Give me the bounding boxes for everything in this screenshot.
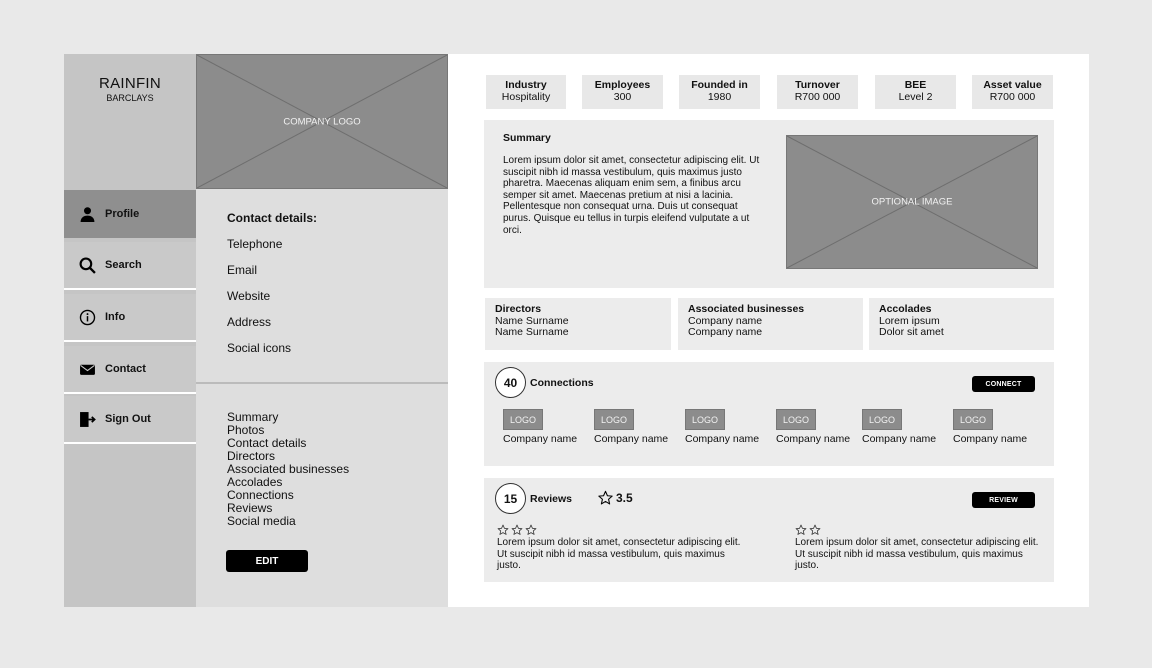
contact-social-icons[interactable]: Social icons xyxy=(227,341,292,355)
stat-value: R700 000 xyxy=(989,91,1036,103)
connection-company[interactable] xyxy=(685,409,770,445)
reviews-label: Reviews xyxy=(530,493,573,505)
sidebar-item-label: Info xyxy=(105,311,126,323)
summary-text: Lorem ipsum dolor sit amet, consectetur adipiscing elit. Ut suscipit nibh id massa vestibulum, quis maximus justo pharetra. Maecenas aliquam enim sem, a finibus arcu semper sit amet. Maecenas pretium at nisi a lacinia. Pellentesque non consequat urna. Duis ut consequat purus. Quisque eu tellus in turpis eleifend vulputate a ut orci. xyxy=(503,155,760,236)
reviews-rating: 3.5 xyxy=(616,491,633,505)
company-logo: LOGO xyxy=(953,409,993,430)
section-item-directors[interactable]: Directors xyxy=(227,449,276,463)
accolades-title: Accolades xyxy=(879,303,932,315)
company-name: Company name xyxy=(685,433,760,445)
stat-label: Turnover xyxy=(795,79,840,91)
stat-value: R700 000 xyxy=(794,91,841,103)
info-icon xyxy=(79,309,96,326)
connection-company[interactable] xyxy=(953,409,1038,445)
contact-details-title: Contact details: xyxy=(227,211,318,225)
user-icon xyxy=(79,206,96,223)
star-outline-icon xyxy=(809,524,821,536)
company-name: Company name xyxy=(953,433,1028,445)
review-text: Lorem ipsum dolor sit amet, consectetur adipiscing elit. Ut suscipit nibh id massa vestibulum, quis maximus justo. xyxy=(795,537,1039,572)
company-logo-placeholder xyxy=(196,54,448,189)
stat-value: Hospitality xyxy=(501,91,551,103)
mail-icon xyxy=(79,361,96,378)
section-item-accolades[interactable]: Accolades xyxy=(227,475,283,489)
edit-button[interactable]: EDIT xyxy=(226,550,308,572)
star-outline-icon xyxy=(597,490,614,506)
stat-label: Founded in xyxy=(691,79,748,91)
sidebar-item-label: Contact xyxy=(105,363,146,375)
director-name: Name Surname xyxy=(495,314,569,327)
profile-page xyxy=(64,54,1089,607)
sidebar xyxy=(64,54,196,607)
connection-company[interactable] xyxy=(862,409,947,445)
associated-company-name: Company name xyxy=(688,326,763,338)
connect-button[interactable]: CONNECT xyxy=(972,376,1035,392)
stat-bee xyxy=(875,75,956,109)
connections-count: 40 xyxy=(495,367,526,398)
stat-label: Employees xyxy=(594,79,651,91)
stat-industry xyxy=(486,75,566,109)
associated-businesses-title: Associated businesses xyxy=(688,303,805,315)
contact-telephone[interactable]: Telephone xyxy=(227,237,283,251)
company-logo: LOGO xyxy=(776,409,816,430)
profile-sidebar xyxy=(196,54,448,607)
directors-title: Directors xyxy=(495,303,542,315)
connections-label: Connections xyxy=(530,377,594,389)
company-logo-label: COMPANY LOGO xyxy=(283,116,361,127)
company-name: Company name xyxy=(862,433,937,445)
section-item-connections[interactable]: Connections xyxy=(227,488,294,502)
stat-turnover xyxy=(777,75,858,109)
stat-label: Asset value xyxy=(983,79,1042,91)
accolade-item: Lorem ipsum xyxy=(879,314,940,327)
sidebar-item-search[interactable] xyxy=(64,242,196,290)
stat-founded xyxy=(679,75,760,109)
director-name: Name Surname xyxy=(495,326,569,338)
section-list xyxy=(227,411,349,528)
directors-card xyxy=(485,298,671,350)
optional-image-placeholder xyxy=(786,135,1038,269)
summary-title: Summary xyxy=(503,132,551,144)
star-outline-icon xyxy=(795,524,807,536)
sidebar-item-info[interactable] xyxy=(64,294,196,342)
associated-businesses-card xyxy=(678,298,863,350)
section-item-summary[interactable]: Summary xyxy=(227,410,279,424)
sign-out-icon xyxy=(79,411,96,428)
main-content xyxy=(448,54,1089,607)
company-name: Company name xyxy=(594,433,669,445)
stat-asset-value xyxy=(972,75,1053,109)
connection-company[interactable] xyxy=(594,409,679,445)
contact-details xyxy=(227,211,317,367)
reviews-card xyxy=(484,478,1054,582)
section-item-contact-details[interactable]: Contact details xyxy=(227,436,307,450)
sidebar-item-label: Profile xyxy=(105,208,140,220)
divider xyxy=(196,382,448,384)
company-logo: LOGO xyxy=(503,409,543,430)
section-item-social-media[interactable]: Social media xyxy=(227,514,296,528)
company-logo: LOGO xyxy=(594,409,634,430)
brand xyxy=(64,54,196,190)
associated-company-name: Company name xyxy=(688,314,763,327)
sidebar-item-profile[interactable] xyxy=(64,190,196,238)
company-name: Company name xyxy=(503,433,578,445)
stat-label: Industry xyxy=(505,79,547,91)
section-item-associated-businesses[interactable]: Associated businesses xyxy=(227,462,350,476)
connection-company[interactable] xyxy=(503,409,588,445)
sidebar-item-label: Search xyxy=(105,259,142,271)
company-logo: LOGO xyxy=(685,409,725,430)
contact-email[interactable]: Email xyxy=(227,263,258,277)
connection-company[interactable] xyxy=(776,409,861,445)
brand-subtitle: BARCLAYS xyxy=(106,93,154,103)
contact-website[interactable]: Website xyxy=(227,289,271,303)
reviews-count: 15 xyxy=(495,483,526,514)
review-text: Lorem ipsum dolor sit amet, consectetur adipiscing elit. Ut suscipit nibh id massa vestibulum, quis maximus justo. xyxy=(497,537,741,572)
sidebar-item-label: Sign Out xyxy=(105,413,151,425)
accolade-item: Dolor sit amet xyxy=(879,326,944,338)
stat-value: Level 2 xyxy=(898,91,933,103)
star-outline-icon xyxy=(525,524,537,536)
optional-image-label: OPTIONAL IMAGE xyxy=(871,196,953,208)
star-outline-icon xyxy=(511,524,523,536)
connections-card xyxy=(484,362,1054,466)
review-button[interactable]: REVIEW xyxy=(972,492,1035,508)
company-logo: LOGO xyxy=(862,409,902,430)
sidebar-item-sign-out[interactable] xyxy=(64,396,196,444)
company-name: Company name xyxy=(776,433,851,445)
review-item xyxy=(497,524,742,572)
brand-name: RAINFIN xyxy=(98,75,162,92)
contact-address[interactable]: Address xyxy=(227,315,272,329)
sidebar-item-contact[interactable] xyxy=(64,346,196,394)
summary-card xyxy=(484,120,1054,288)
stat-value: 300 xyxy=(613,91,632,103)
review-stars xyxy=(497,524,742,536)
section-item-photos[interactable]: Photos xyxy=(227,423,265,437)
search-icon xyxy=(79,257,96,274)
section-item-reviews[interactable]: Reviews xyxy=(227,501,273,515)
accolades-card xyxy=(869,298,1054,350)
stat-label: BEE xyxy=(904,79,927,91)
stat-value: 1980 xyxy=(707,91,732,103)
stat-employees xyxy=(582,75,663,109)
review-item xyxy=(795,524,1040,572)
star-outline-icon xyxy=(497,524,509,536)
review-stars xyxy=(795,524,1040,536)
